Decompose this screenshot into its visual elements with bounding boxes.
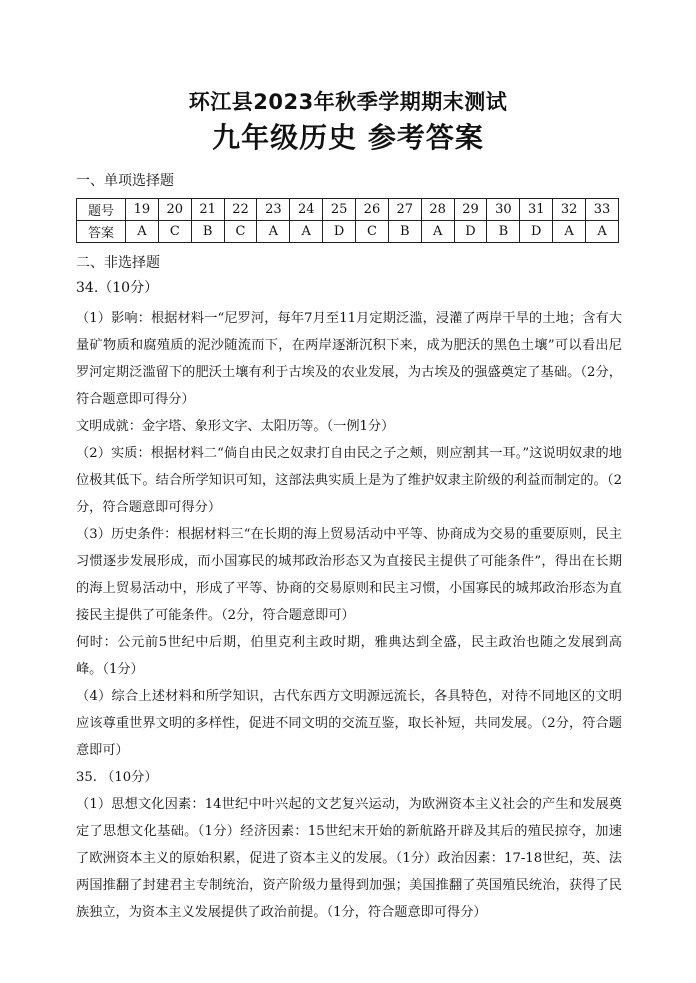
table-cell: C [158,221,191,243]
table-cell: B [191,221,224,243]
table-cell: 33 [586,199,619,221]
exam-subtitle: 九年级历史 参考答案 [212,121,484,154]
answer-paragraph: （1）影响：根据材料一“尼罗河，每年7月至11月定期泛滥，浸灌了两岸干旱的土地；含有大量矿物质和腐殖质的泥沙随流而下，在两岸逐渐沉积下来，成为肥沃的黑色土壤”可以看出尼罗河定期泛滥留下的肥沃土壤有利于古埃及的农业发展，为古埃及的强盛奠定了基础。（2分，符合题意即可得分） [76,311,622,407]
table-cell: D [454,221,487,243]
table-cell: 24 [290,199,323,221]
question-number-row [77,199,619,221]
answer-paragraph: 何时：公元前5世纪中后期，伯里克利主政时期，雅典达到全盛，民主政治也随之发展到高峰。（1分） [76,635,622,677]
table-cell: 20 [158,199,191,221]
table-cell: A [257,221,290,243]
table-cell: 28 [421,199,454,221]
answer-body [76,305,622,926]
question-35-heading: 35. （10分） [76,770,158,785]
table-cell: 22 [224,199,257,221]
table-cell: C [356,221,389,243]
table-cell: 31 [520,199,553,221]
section-multiple-choice-heading: 一、单项选择题 [76,173,174,189]
table-cell: 19 [126,199,159,221]
answer-paragraph: 文明成就：金字塔、象形文字、太阳历等。（一例1分） [76,419,395,434]
answer-paragraph: （1）思想文化因素：14世纪中叶兴起的文艺复兴运动，为欧洲资本主义社会的产生和发展奠定了思想文化基础。（1分）经济因素：15世纪末开始的新航路开辟及其后的殖民掠夺，加速了欧洲资本主义的原始积累，促进了资本主义的发展。（1分）政治因素：17-18世纪，英、法两国推翻了封建君主专制统治，资产阶级力量得到加强；美国推翻了英国殖民统治，获得了民族独立，为资本主义发展提供了政治前提。（1分，符合题意即可得分） [76,797,622,920]
answer-table [76,198,619,243]
table-cell: A [290,221,323,243]
row-label-answer: 答案 [77,221,126,243]
table-cell: B [388,221,421,243]
table-cell: 26 [356,199,389,221]
table-cell: 27 [388,199,421,221]
table-cell: A [586,221,619,243]
table-cell: D [520,221,553,243]
answer-paragraph: （3）历史条件：根据材料三“在长期的海上贸易活动中平等、协商成为交易的重要原则，民主习惯逐步发展形成，而小国寡民的城邦政治形态又为直接民主提供了可能条件”，得出在长期的海上贸易活动中，形成了平等、协商的交易原则和民主习惯，小国寡民的城邦政治形态为直接民主提供了可能条件。（2分，符合题意即可） [76,527,622,623]
table-cell: 21 [191,199,224,221]
table-cell: 30 [487,199,520,221]
answer-paragraph: （4）综合上述材料和所学知识，古代东西方文明源远流长，各具特色，对待不同地区的文明应该尊重世界文明的多样性，促进不同文明的交流互鉴，取长补短，共同发展。（2分，符合题意即可） [76,689,622,758]
table-cell: B [487,221,520,243]
table-cell: 23 [257,199,290,221]
table-cell: A [553,221,586,243]
row-label-number: 题号 [77,199,126,221]
table-cell: C [224,221,257,243]
table-cell: A [126,221,159,243]
section-non-choice-heading: 二、非选择题 [76,255,160,271]
table-cell: 32 [553,199,586,221]
question-34-heading: 34.（10分） [76,280,159,296]
table-cell: 29 [454,199,487,221]
answer-paragraph: （2）实质：根据材料二“倘自由民之奴隶打自由民之子之颊，则应割其一耳。”这说明奴隶的地位极其低下。结合所学知识可知，这部法典实质上是为了维护奴隶主阶级的利益而制定的。（2分，符合题意即可得分） [76,446,622,515]
answer-row [77,221,619,243]
table-cell: D [323,221,356,243]
exam-title: 环江县2023年秋季学期期末测试 [188,90,508,114]
table-cell: A [421,221,454,243]
table-cell: 25 [323,199,356,221]
